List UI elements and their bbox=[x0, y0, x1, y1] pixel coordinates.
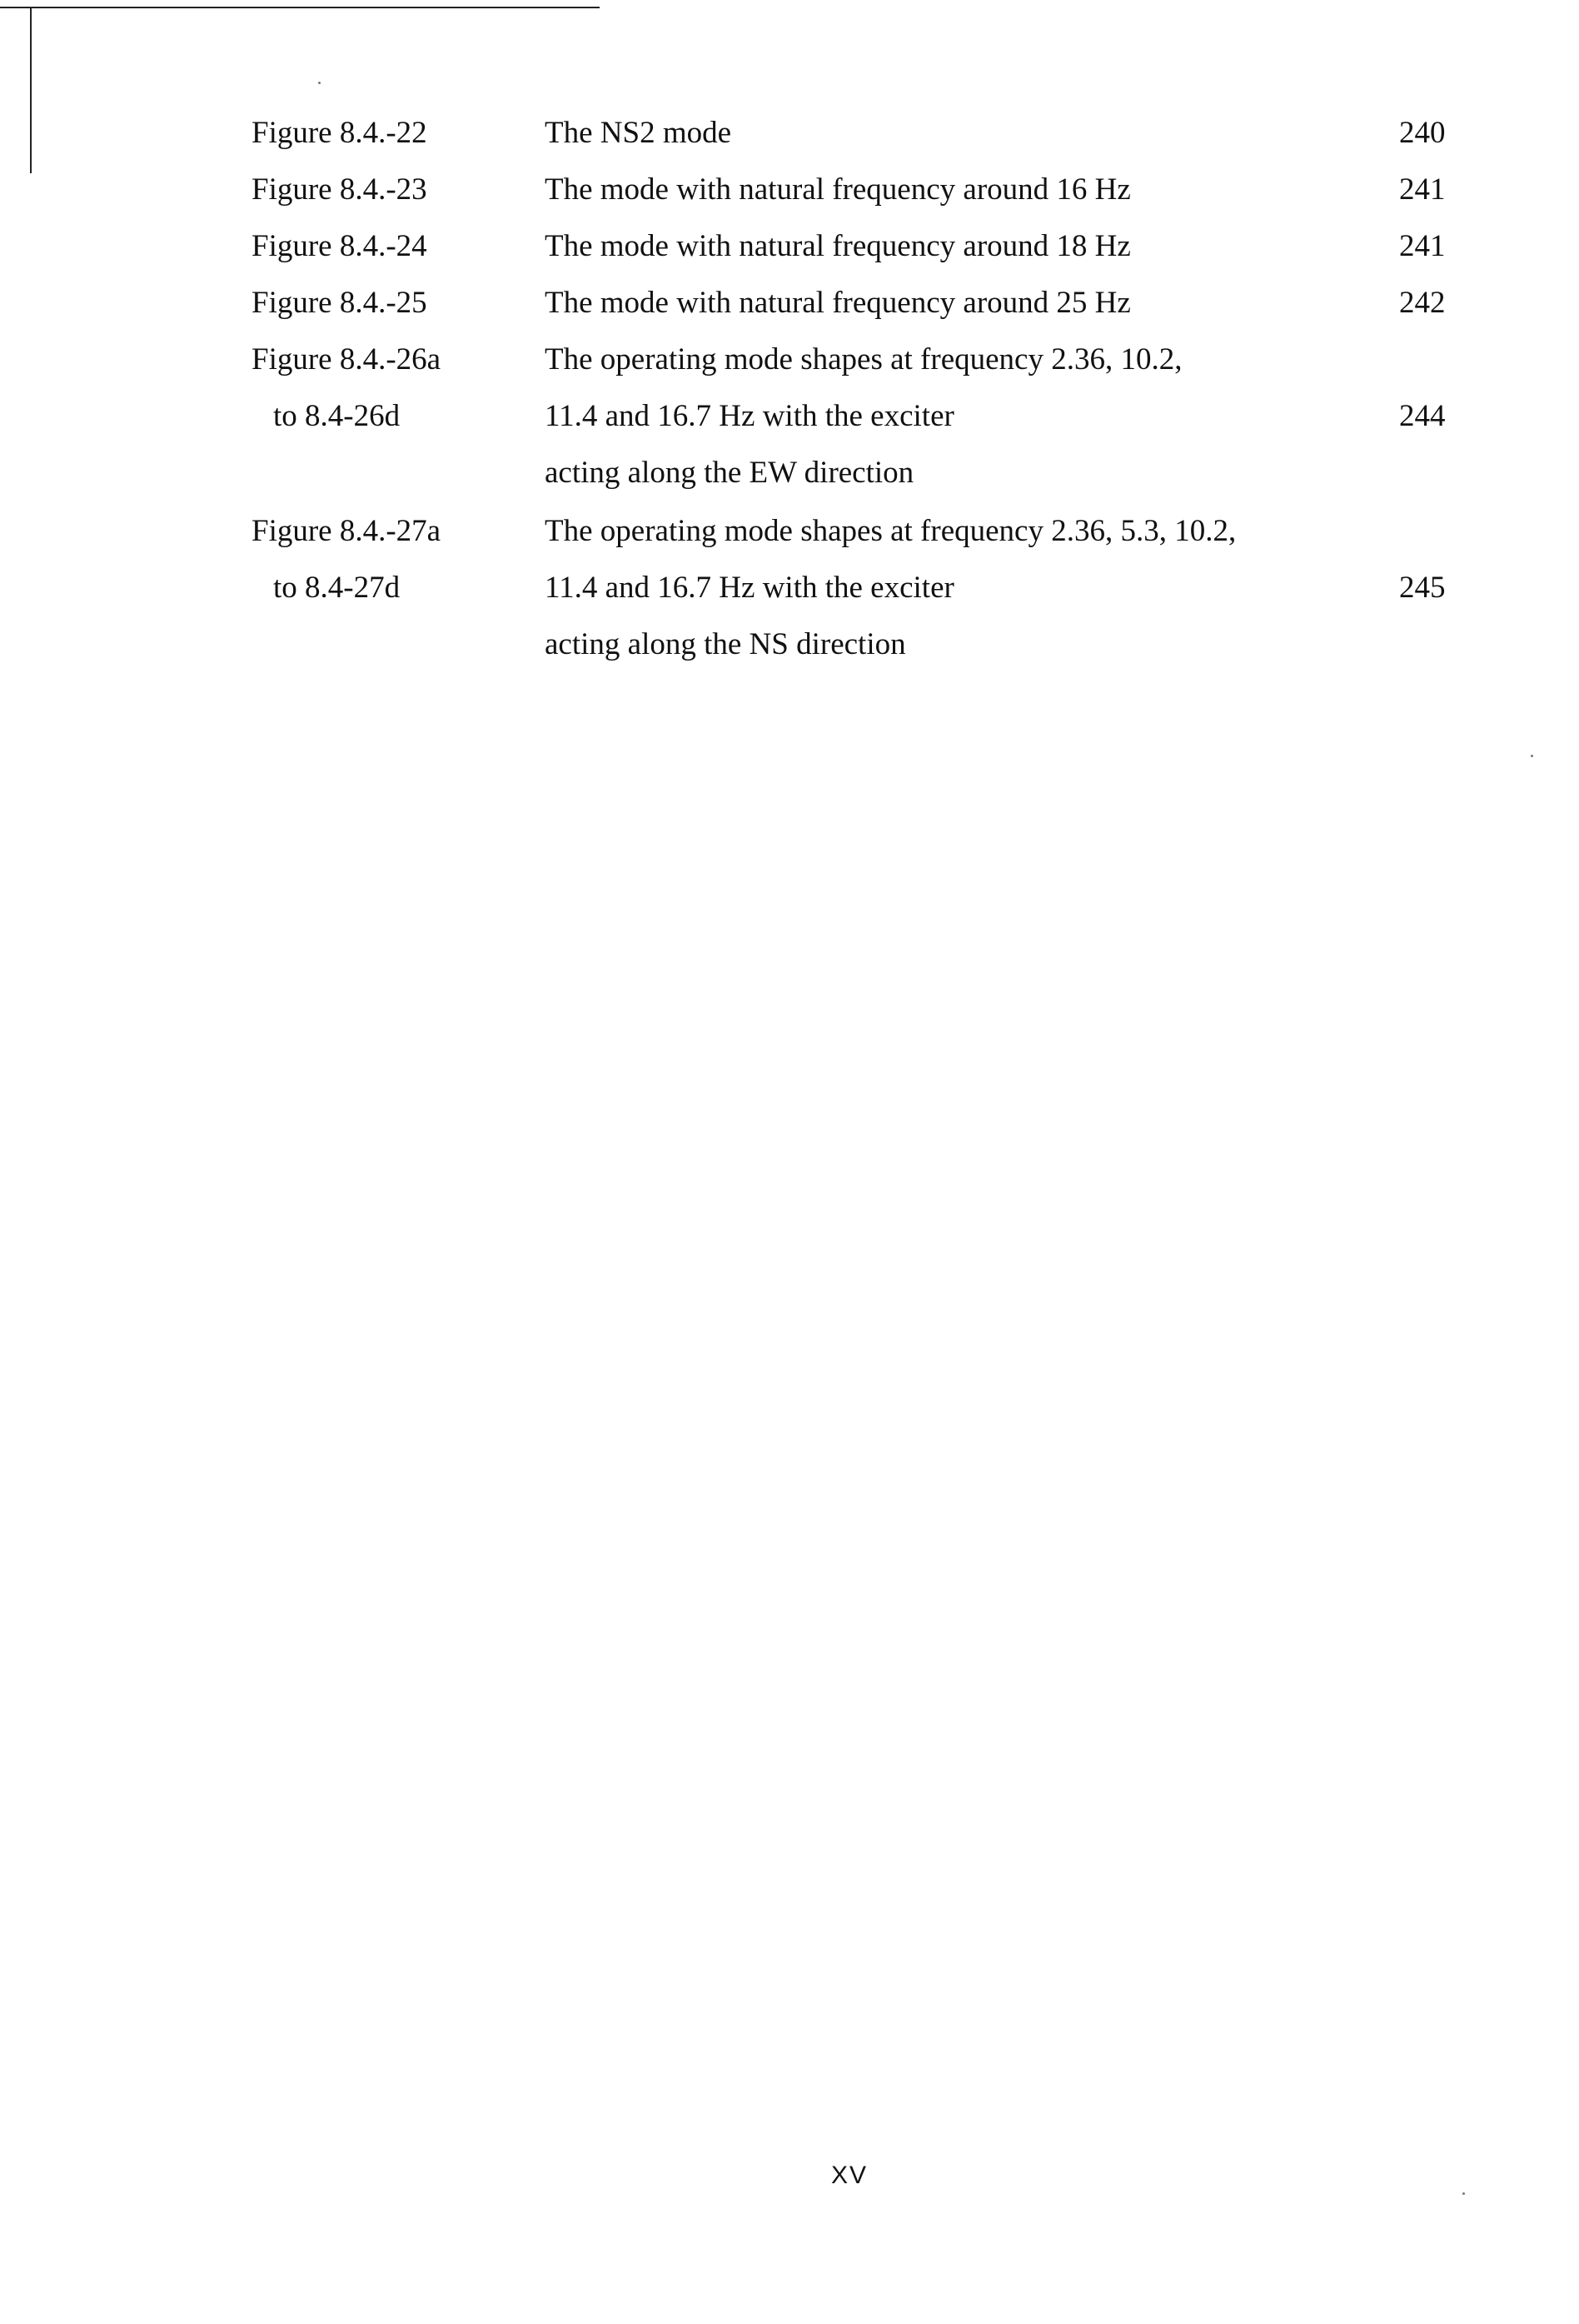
toc-entry bbox=[0, 335, 1579, 385]
toc-entry-continuation bbox=[0, 620, 1579, 670]
figure-label: Figure 8.4.-24 bbox=[252, 229, 427, 263]
figure-title: 11.4 and 16.7 Hz with the exciter bbox=[545, 399, 954, 433]
figure-title: The operating mode shapes at frequency 2.36, 5.3, 10.2, bbox=[545, 514, 1237, 548]
figure-title: The operating mode shapes at frequency 2.36, 10.2, bbox=[545, 342, 1183, 377]
page-ref: 245 bbox=[1399, 571, 1446, 605]
figure-label: Figure 8.4.-22 bbox=[252, 116, 427, 150]
page-ref: 241 bbox=[1399, 172, 1446, 207]
toc-entry bbox=[0, 165, 1579, 215]
figure-title: acting along the EW direction bbox=[545, 456, 914, 490]
figure-label: Figure 8.4.-26a bbox=[252, 342, 441, 377]
figure-title: The mode with natural frequency around 16 Hz bbox=[545, 172, 1131, 207]
scan-border-top bbox=[0, 7, 600, 8]
page-number: XV bbox=[830, 2162, 869, 2189]
page-ref: 241 bbox=[1399, 229, 1446, 263]
scan-speck bbox=[1531, 755, 1533, 757]
figure-title: The mode with natural frequency around 18 Hz bbox=[545, 229, 1131, 263]
figure-title: The NS2 mode bbox=[545, 116, 732, 150]
toc-entry-continuation bbox=[0, 563, 1579, 613]
figure-label: to 8.4-27d bbox=[273, 571, 401, 605]
figure-title: acting along the NS direction bbox=[545, 627, 906, 661]
figure-label: Figure 8.4.-27a bbox=[252, 514, 441, 548]
toc-entry bbox=[0, 278, 1579, 328]
figure-title: 11.4 and 16.7 Hz with the exciter bbox=[545, 571, 954, 605]
scan-speck bbox=[318, 82, 321, 84]
figure-label: Figure 8.4.-23 bbox=[252, 172, 427, 207]
toc-entry bbox=[0, 506, 1579, 556]
toc-entry-continuation bbox=[0, 391, 1579, 441]
scan-speck bbox=[1462, 2192, 1465, 2195]
toc-entry bbox=[0, 222, 1579, 272]
page-ref: 240 bbox=[1399, 116, 1446, 150]
figure-label: Figure 8.4.-25 bbox=[252, 286, 427, 320]
page-ref: 242 bbox=[1399, 286, 1446, 320]
toc-entry-continuation bbox=[0, 448, 1579, 498]
toc-entry bbox=[0, 108, 1579, 158]
figure-label: to 8.4-26d bbox=[273, 399, 401, 433]
page-ref: 244 bbox=[1399, 399, 1446, 433]
figure-title: The mode with natural frequency around 25 Hz bbox=[545, 286, 1131, 320]
